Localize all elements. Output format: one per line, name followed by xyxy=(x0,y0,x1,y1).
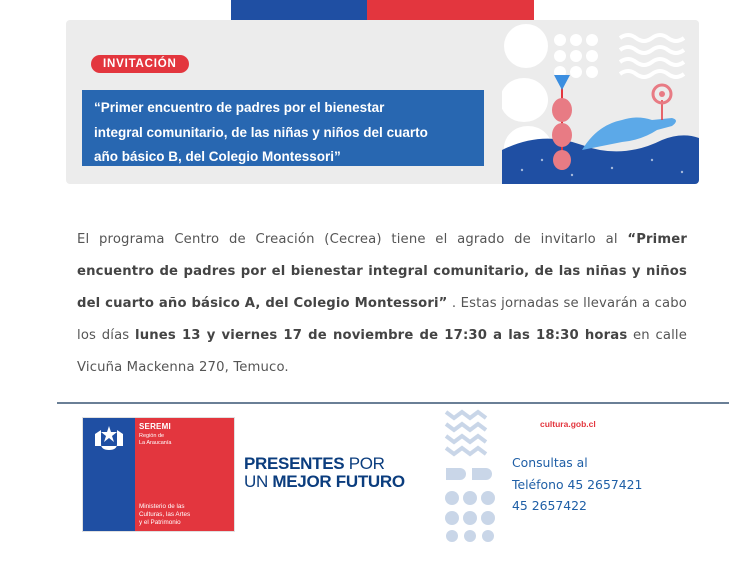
logo-red-panel xyxy=(135,418,234,531)
coat-of-arms-icon xyxy=(89,424,129,454)
event-dates-bold: lunes 13 y viernes 17 de noviembre de 17:30 a las 18:30 horas xyxy=(135,328,628,343)
slogan-word: UN xyxy=(244,472,268,491)
logo-blue-panel xyxy=(83,418,135,531)
footer-divider xyxy=(57,402,729,404)
ministry-label: Ministerio de las Culturas, las Artes y el Patrimonio xyxy=(139,503,191,526)
seremi-logo xyxy=(82,417,235,532)
contact-info xyxy=(512,452,642,517)
slogan xyxy=(244,455,405,491)
body-text-segment: . Estas jornadas se llevarán a cabo los días xyxy=(77,296,687,343)
flag-red-segment xyxy=(367,0,534,22)
title-line: año básico B, del Colegio Montessori” xyxy=(94,149,341,164)
contact-line: Consultas al xyxy=(512,455,588,470)
title-line: integral comunitario, de las niñas y niños del cuarto xyxy=(94,124,428,140)
flag-bar xyxy=(231,0,534,22)
decorative-pattern xyxy=(442,406,498,542)
event-title xyxy=(82,90,484,166)
decorative-illustration xyxy=(502,20,699,184)
body-text-segment: El programa Centro de Creación (Cecrea) tiene el agrado de invitarlo al xyxy=(77,232,628,247)
website-link[interactable]: cultura.gob.cl xyxy=(540,419,596,429)
title-line: “Primer encuentro de padres por el bienestar xyxy=(94,100,385,115)
invitation-body xyxy=(77,224,687,384)
phone-number[interactable]: Teléfono 45 2657421 xyxy=(512,476,643,492)
flag-blue-segment xyxy=(231,0,367,22)
slogan-word: PRESENTES xyxy=(244,454,345,473)
slogan-word: MEJOR FUTURO xyxy=(272,472,405,491)
body-text-segment: en calle Vicuña Mackenna 270, Temuco. xyxy=(77,328,688,375)
region-label: Región de La Araucanía xyxy=(139,433,172,446)
seremi-label: SEREMI xyxy=(139,422,171,431)
slogan-word: POR xyxy=(348,454,385,473)
invitation-badge: INVITACIÓN xyxy=(91,55,189,73)
phone-number[interactable]: 45 2657422 xyxy=(512,498,587,513)
event-name-bold: “Primer encuentro de padres por el bienestar integral comunitario, de las niñas y niños del cuarto año básico A, del Colegio Montessori” xyxy=(77,232,687,311)
header-card xyxy=(66,20,699,184)
